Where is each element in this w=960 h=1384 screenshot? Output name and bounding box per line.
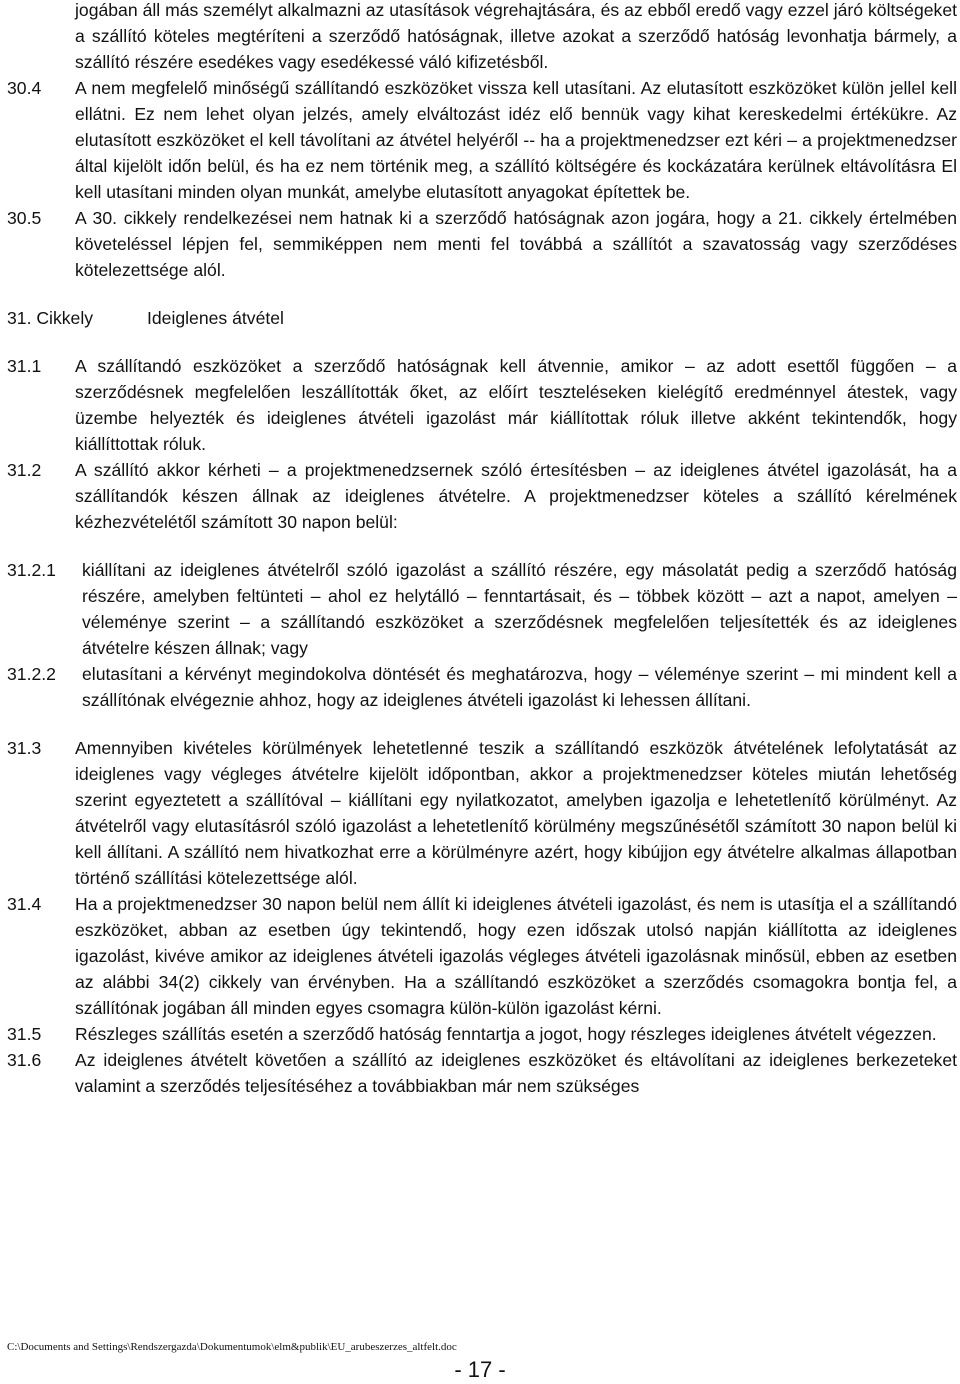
file-path-footer: C:\Documents and Settings\Rendszergazda\Dokumentumok\elm&publik\EU_arubeszerzes_altfelt.doc	[7, 1341, 457, 1353]
section-number: 30.5	[7, 208, 42, 228]
section-31-2	[7, 457, 957, 535]
document-page	[7, 0, 957, 1099]
section-number: 31.2	[7, 460, 42, 480]
article-title: Ideiglenes átvétel	[147, 308, 284, 328]
page-number: - 17 -	[454, 1357, 506, 1382]
section-text: elutasítani a kérvényt megindokolva döntését és meghatározva, hogy – véleménye szerint – mi mindent kell a szállítónak elvégeznie ahhoz, hogy az ideiglenes átvételi igazolást ki lehessen állítani.	[82, 664, 957, 710]
section-text: A szállítandó eszközöket a szerződő hatóságnak kell átvennie, amikor – az adott esettől függően – a szerződésnek megfelelően leszállították őket, az előírt teszteléseken kielégítő eredménnyel átestek, vagy üzembe helyezték és ideiglenes átvételi igazolást már kiállítottak róluk illetve akként tekintendők, hogy kiállíttottak róluk.	[75, 356, 957, 454]
section-number: 31.2.2	[7, 664, 56, 684]
section-text: kiállítani az ideiglenes átvételről szóló igazolást a szállító részére, egy másolatát pedig a szerződő hatóság részére, amelyben feltünteti – ahol ez helytálló – fenntartásait, és – többek között – azt a napot, amelyen – véleménye szerint – a szállítandó eszközöket a szerződésnek megfelelően teljesítették és az ideiglenes átvételre készen állnak; vagy	[82, 560, 957, 658]
section-text: A 30. cikkely rendelkezései nem hatnak ki a szerződő hatóságnak azon jogára, hogy a 21. cikkely értelmében követeléssel lépjen fel, semmiképpen nem menti fel továbbá a szállítót a szavatosság vagy szerződéses kötelezettsége alól.	[75, 208, 957, 280]
section-31-2-2	[7, 661, 957, 713]
section-number: 31.3	[7, 738, 42, 758]
section-text: A nem megfelelő minőségű szállítandó eszközöket vissza kell utasítani. Az elutasított eszközöket külön jellel kell ellátni. Ez nem lehet olyan jelzés, amely elváltozást idéz elő bennük vagy kihat kereskedelmi értékükre. Az elutasított eszközöket el kell távolítani az átvétel helyéről -- ha a projektmenedzser ezt kéri – a projektmenedzser által kijelölt időn belül, és ha ez nem történik meg, a szállító költségére és kockázatára kerülnek eltávolításra El kell utasítani minden olyan munkát, amelybe elutasított anyagokat építettek be.	[75, 78, 957, 202]
section-31-6	[7, 1047, 957, 1099]
section-31-2-1	[7, 557, 957, 661]
section-text: Az ideiglenes átvételt követően a szállító az ideiglenes eszközöket és eltávolítani az ideiglenes berkezeteket valamint a szerződés teljesítéséhez a továbbiakban már nem szükséges	[75, 1050, 957, 1096]
section-30-4	[7, 75, 957, 205]
section-text: Részleges szállítás esetén a szerződő hatóság fenntartja a jogot, hogy részleges ideiglenes átvételt végezzen.	[75, 1024, 937, 1044]
section-31-4	[7, 891, 957, 1021]
section-number: 31.2.1	[7, 560, 56, 580]
article-number: 31. Cikkely	[7, 308, 94, 328]
section-number: 30.4	[7, 78, 42, 98]
section-number: 31.4	[7, 894, 42, 914]
section-number: 31.1	[7, 356, 42, 376]
section-number: 31.5	[7, 1024, 42, 1044]
section-31-5	[7, 1021, 957, 1047]
section-31-1	[7, 353, 957, 457]
section-text: A szállító akkor kérheti – a projektmenedzsernek szóló értesítésben – az ideiglenes átvétel igazolását, ha a szállítandók készen állnak az ideiglenes átvételre. A projektmenedzser köteles a szállító kérelmének kézhezvételétől számított 30 napon belül:	[75, 460, 957, 532]
section-number: 31.6	[7, 1050, 42, 1070]
section-text: Amennyiben kivételes körülmények lehetetlenné teszik a szállítandó eszközök átvételének lefolytatását az ideiglenes vagy végleges átvételre kijelölt időpontban, akkor a projektmenedzser köteles miután lehetőség szerint egyeztetett a szállítóval – kiállítani egy nyilatkozatot, amelyben igazolja e lehetetlenítő körülményt. Az átvételről vagy elutasításról szóló igazolást a lehetetlenítő körülmény megszűnésétől számított 30 napon belül ki kell állítani. A szállító nem hivatkozhat erre a körülményre azért, hogy kibújjon egy átvételre alkalmas állapotban történő szállítási kötelezettsége alól.	[75, 738, 957, 888]
article-heading	[7, 305, 957, 331]
section-text: Ha a projektmenedzser 30 napon belül nem állít ki ideiglenes átvételi igazolást, és nem is utasítja el a szállítandó eszközöket, abban az esetben úgy tekintendő, hogy ezen időszak utolsó napján kiállította az ideiglenes igazolást, kivéve amikor az ideiglenes átvételi igazolás végleges átvételi igazolásnak minősül, ebben az esetben az alábbi 34(2) cikkely van érvényben. Ha a szállítandó eszközöket a szerződés csomagokra bontja fel, a szállítónak jogában áll minden egyes csomagra külön-külön igazolást kérni.	[75, 894, 957, 1018]
section-30-5	[7, 205, 957, 283]
carryover-paragraph: jogában áll más személyt alkalmazni az utasítások végrehajtására, és az ebből eredő vagy ezzel járó költségeket a szállító köteles megtéríteni a szerződő hatóságnak, illetve azokat a szerződő hatóság levonhatja bármely, a szállító részére esedékes vagy esedékessé váló kifizetésből.	[75, 0, 957, 72]
section-31-3	[7, 735, 957, 891]
